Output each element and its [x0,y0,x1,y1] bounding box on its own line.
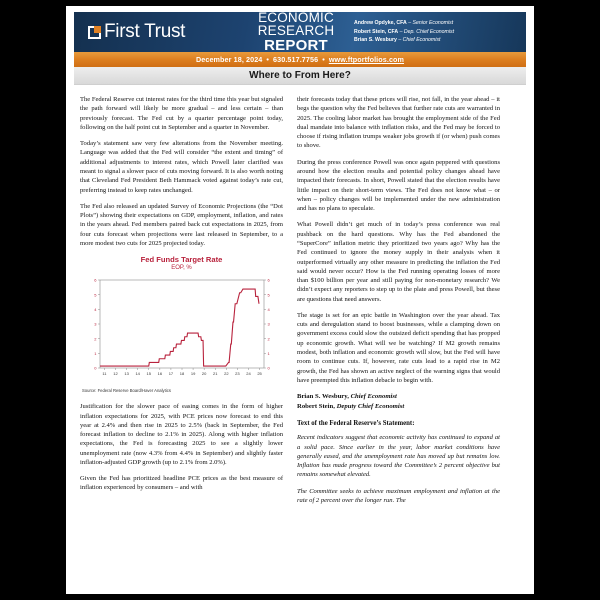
paragraph: Justification for the slower pace of easing comes in the form of higher inflation expectations for 2025, with PCE prices now forecast to end this year at 2.4% and then rise in 2025 to 2.5% (back in September, the Fed forecast inflation to decline to 2.1% in 2025). Along with higher inflation expectations, the Fed is forecasting 2025 to see a slightly lower unemployment rate (now 4.3% from 4.4% in September) and slightly faster inflation-adjusted GDP growth (up to 2.1% from 2.0%). [80,403,283,466]
bullet-separator: • [322,55,325,64]
svg-text:6: 6 [267,277,270,283]
phone-number: 630.517.7756 [273,55,319,64]
article-headline: Where to From Here? [74,67,526,85]
report-title-line2: REPORT [264,37,328,55]
website-link[interactable]: www.ftportfolios.com [328,55,405,64]
statement-paragraph: Recent indicators suggest that economic activity has continued to expand at a solid pace. Since earlier in the year, labor market conditions have generally eased, and the unemployment rate has moved up but remains low. Inflation has made progress toward the Committee’s 2 percent objective but remains somewhat elevated. [297,434,500,479]
signature-name: Robert Stein, [297,403,335,411]
author-list [354,19,526,45]
signature-line [297,402,500,412]
svg-text:5: 5 [267,292,270,298]
svg-text:22: 22 [223,371,229,377]
masthead-banner [74,9,526,55]
page-content [74,9,526,594]
author-row [354,19,516,28]
svg-text:17: 17 [168,371,173,377]
author-row [354,28,516,37]
svg-text:3: 3 [93,321,96,327]
paragraph: The stage is set for an epic battle in Washington over the year ahead. Tax cuts and deregulation stand to boost businesses, while a clamping down on government excess could slow the outsized deficit spending that has propped up economic growth. What will we be watching? If M2 growth remains modest, both inflation and economic growth will slow, but the Fed will have room to continue cuts. If, however, rate cuts lead to a rapid rise in M2 growth, the Fed has shown an active neglect of the warning signs that would have preempted this inflation debacle to begin with. [297,311,500,384]
author-title: – Dep. Chief Economist [399,28,455,35]
svg-text:0: 0 [93,365,96,371]
svg-text:25: 25 [256,371,262,377]
svg-text:23: 23 [234,371,240,377]
svg-text:4: 4 [267,307,270,313]
bullet-separator: • [266,55,270,64]
first-trust-square-logo-icon [88,26,101,39]
article-body [74,85,526,512]
report-title [238,11,354,54]
svg-text:15: 15 [146,371,151,377]
svg-text:0: 0 [267,365,270,371]
contact-bar [74,52,526,67]
first-trust-logo[interactable] [74,21,238,43]
author-name: Robert Stein, CFA [354,28,399,35]
svg-text:6: 6 [93,277,96,283]
report-title-line1: ECONOMIC RESEARCH [257,9,335,39]
logo-text: First Trust [104,21,186,42]
paragraph: During the press conference Powell was once again peppered with questions around how the election results and potential policy changes ahead have impacted their forecasts. In short, Powell stated that the election results have little impact on their short-term views. The Fed does not know what – or when – policy changes will be implemented under the new administration and has no plans to speculate. [297,158,500,213]
chart-source: Source: Federal Reserve Board/Haver Analytics [82,388,171,394]
svg-text:24: 24 [245,371,251,377]
svg-text:11: 11 [101,371,107,377]
document-page [66,6,534,594]
svg-text:12: 12 [112,371,118,377]
signature-title: Chief Economist [350,393,397,401]
svg-text:5: 5 [93,292,96,298]
statement-paragraph: The Committee seeks to achieve maximum employment and inflation at the rate of 2 percent over the longer run. The [297,487,500,504]
paragraph: What Powell didn’t get much of in today’s press conference was real pushback on the hard questions. Why has the Fed abandoned the “SuperCore” inflation metric they prioritized two years ago? Why has the Fed continued to ignore the money supply in their analysis when it outperformed virtually any other measure in predicting the inflation the Fed said would never occur? How is the Fed running operating losses of more than $100 billion per year and still paying for non-monetary research? We didn’t expect any reporters to step up to the plate and press Powell, but these are questions that need answers. [297,221,500,303]
svg-text:13: 13 [123,371,129,377]
paragraph: The Federal Reserve cut interest rates for the third time this year but signaled the path forward will likely be more gradual – and less certain – than previously forecast. The Fed cut by a quarter percentage point today, following on the half point cut in September and a quarter in November. [80,96,283,131]
signature-line [297,392,500,402]
svg-text:20: 20 [201,371,206,377]
svg-text:1: 1 [93,351,96,357]
author-name: Andrew Opdyke, CFA [354,20,407,27]
author-row [354,36,516,45]
svg-text:14: 14 [134,371,140,377]
svg-text:3: 3 [267,321,270,327]
signature-title: Deputy Chief Economist [336,403,405,411]
statement-heading: Text of the Federal Reserve’s Statement: [297,420,415,428]
svg-text:16: 16 [157,371,162,377]
svg-text:4: 4 [93,307,96,313]
paragraph: their forecasts today that these prices will rise, not fall, in the year ahead – it begs the question why the Fed believes that further rate cuts are warranted in 2025. The cooling labor market has brought the employment side of the Fed dual mandate into balance with inflation risks, and the Fed may be forced to choose if rising inflation trumps weaker jobs growth if (or when) push comes to shove. [297,96,500,150]
paragraph: Given the Fed has prioritized headline PCE prices as the best measure of inflation experienced by consumers – and with [80,475,283,492]
svg-text:19: 19 [190,371,195,377]
chart-plot-area [84,274,280,386]
signature-name: Brian S. Wesbury, [297,393,349,401]
svg-text:18: 18 [179,371,184,377]
svg-text:2: 2 [93,336,96,342]
paragraph: Today’s statement saw very few alterations from the November meeting. Language was added that the Fed will consider “the extent and timing” of additional adjustments to interest rates, which Powell later clarified was meant to signal a slower pace of cuts moving forward. It is also worth noting that Cleveland Fed President Beth Hammack voted against today’s rate cut, preferring instead to keep rates unchanged. [80,140,283,194]
fed-funds-chart [80,255,283,393]
author-name: Brian S. Wesbury [354,37,397,44]
svg-text:2: 2 [267,336,270,342]
svg-text:1: 1 [267,351,270,357]
left-column [80,95,283,512]
author-title: – Chief Economist [398,37,441,44]
chart-subtitle: EOP, % [171,265,192,272]
svg-text:21: 21 [212,371,217,377]
chart-title: Fed Funds Target Rate [140,255,223,265]
author-title: – Senior Economist [408,20,454,27]
publication-date: December 18, 2024 [195,55,263,64]
paragraph: The Fed also released an updated Survey of Economic Projections (the “Dot Plots”) showing their expectations on GDP, employment, inflation, and rates in the years ahead. Fed members paired back cut expectations in 2025, from four cuts forecast when projections were last released in September, to a more modest two cuts for 2025 projected today. [80,202,283,247]
right-column [297,95,500,512]
